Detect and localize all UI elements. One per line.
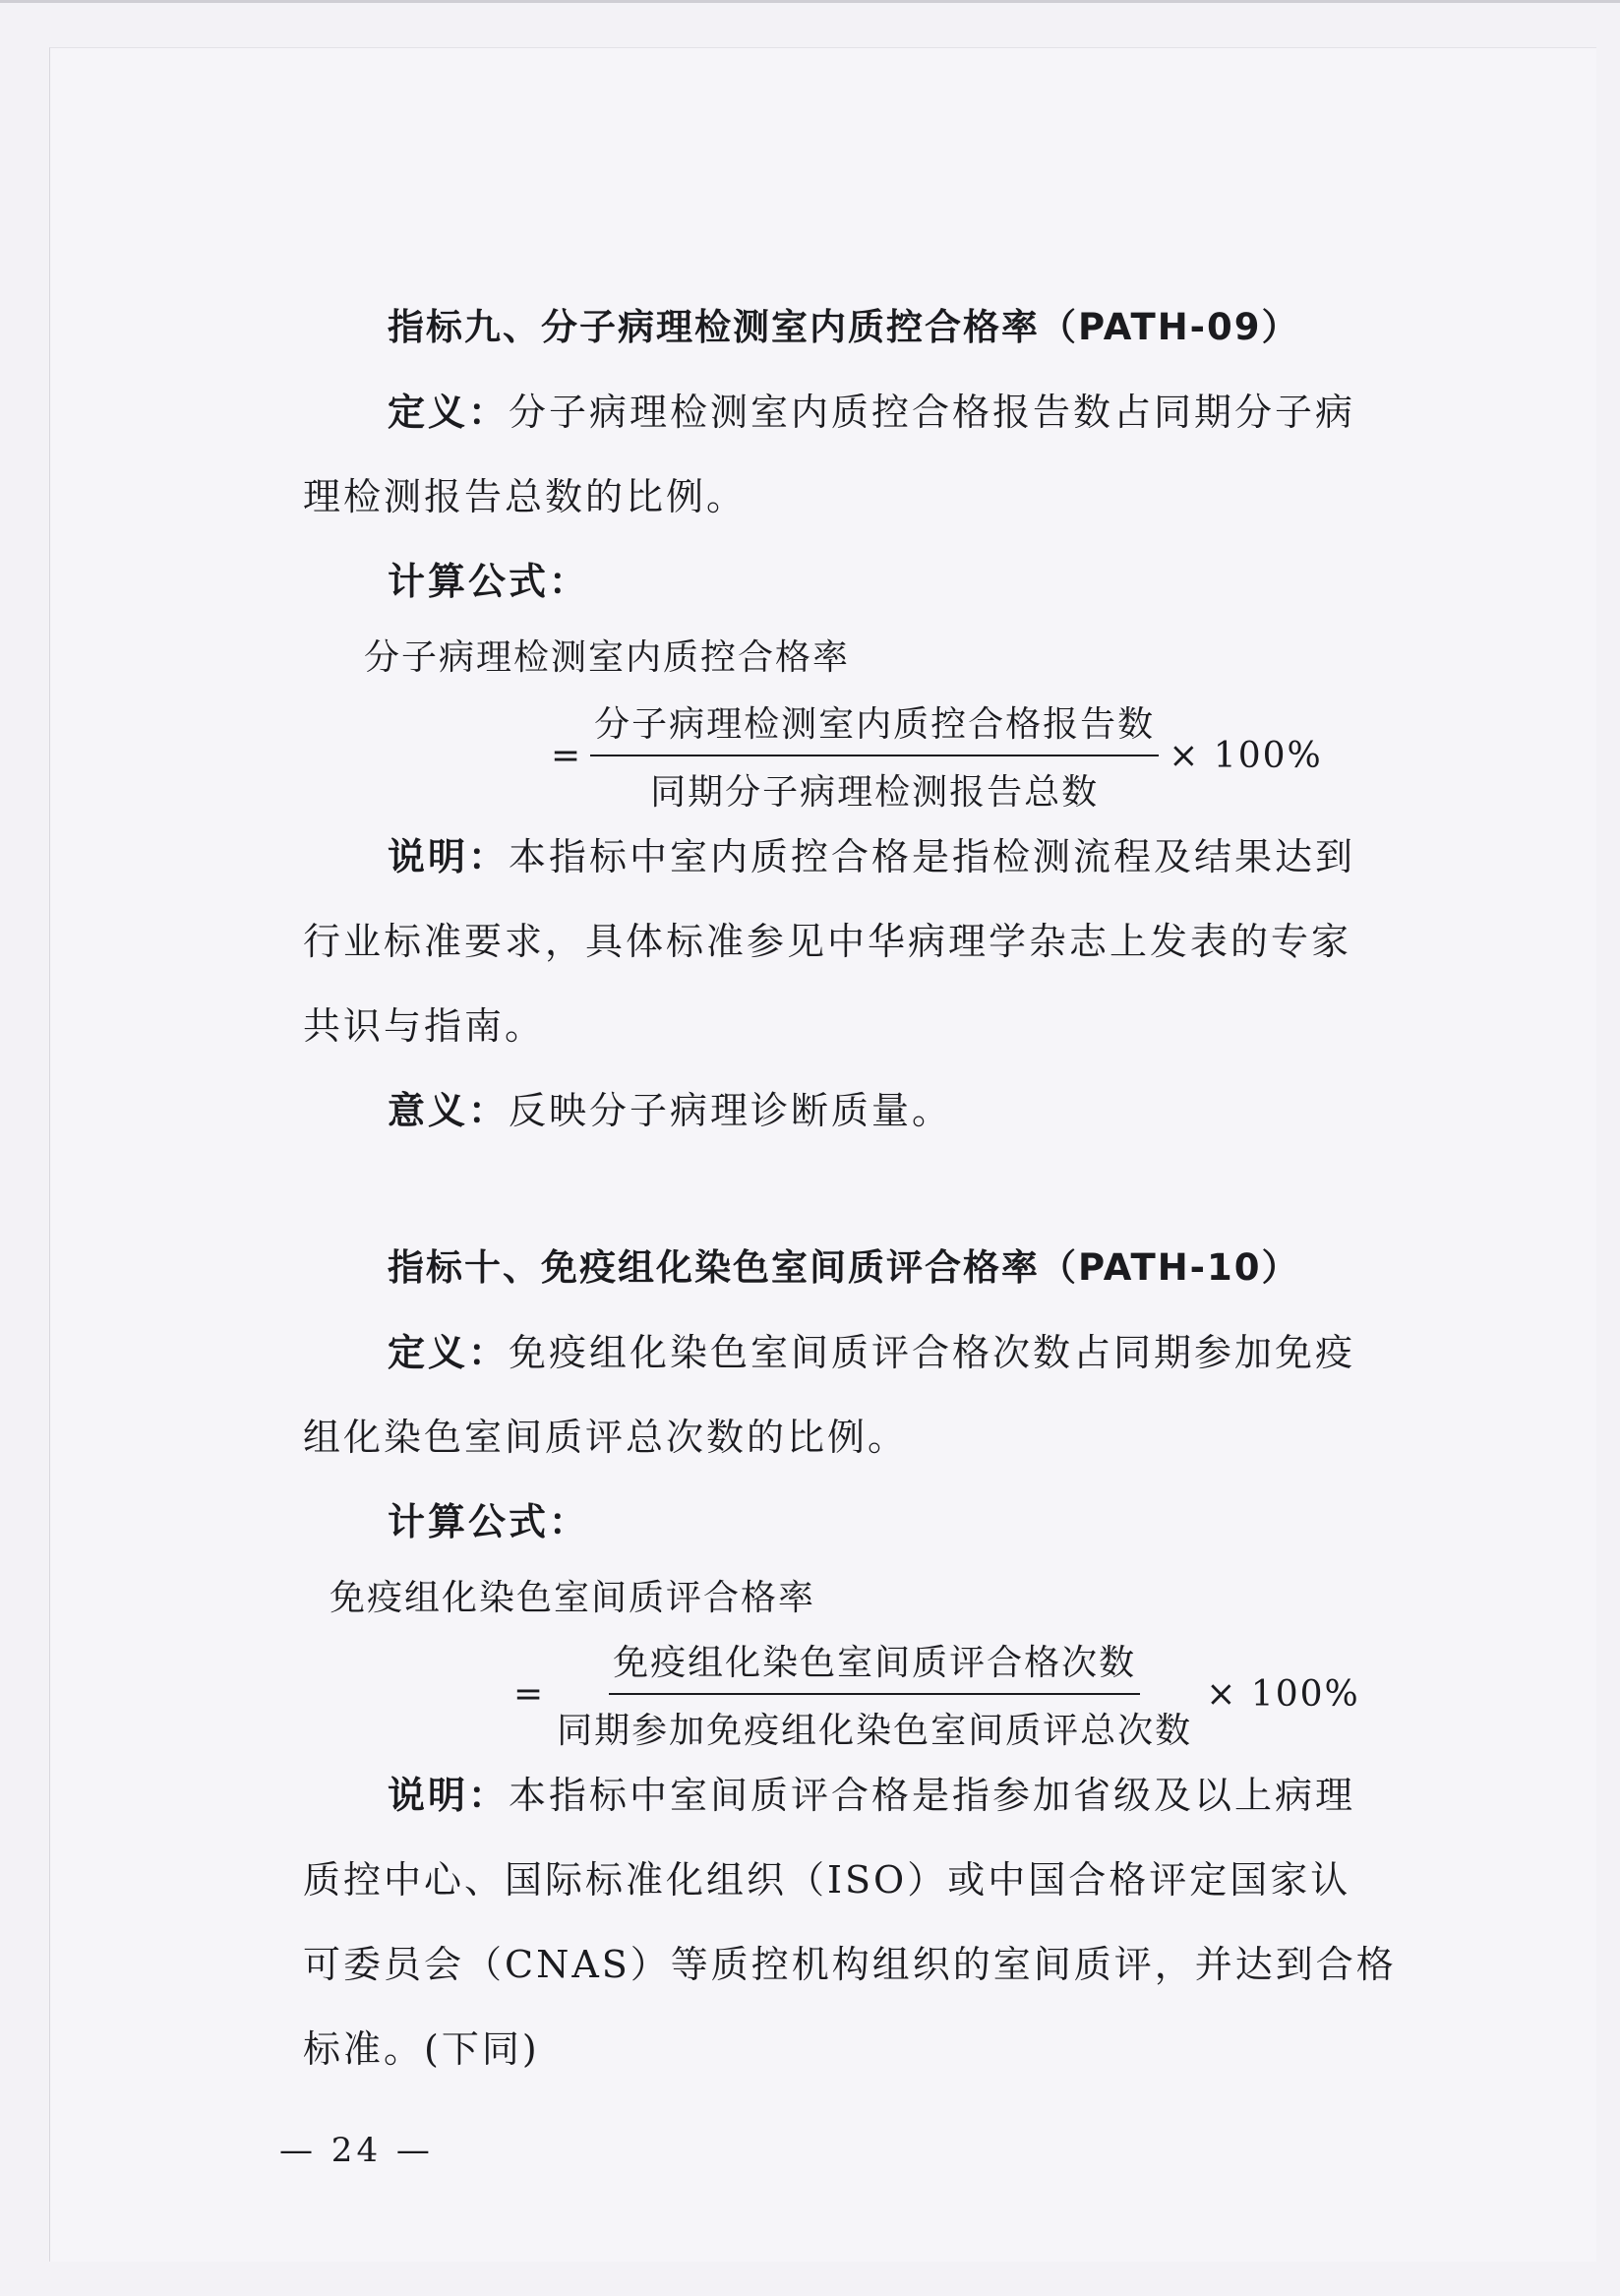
section-10-title: 指标十、免疫组化染色室间质评合格率（PATH-10） — [388, 1246, 1300, 1289]
fraction-body — [590, 696, 1159, 815]
section-10 — [303, 1226, 1395, 1564]
numerator: 分子病理检测室内质控合格报告数 — [590, 696, 1159, 756]
fraction-body — [553, 1635, 1196, 1753]
formula-label: 计算公式： — [388, 560, 590, 603]
equals-sign: = — [513, 1673, 546, 1715]
meaning-label: 意义： — [388, 1089, 510, 1132]
section-9-fraction — [551, 696, 1323, 815]
section-10-definition — [303, 1310, 1395, 1395]
times-100-percent: × 100% — [1169, 735, 1323, 776]
section-9-definition — [303, 370, 1395, 454]
definition-text-cont: 组化染色室间质评总次数的比例。 — [303, 1416, 909, 1459]
section-10-formula-name: 免疫组化染色室间质评合格率 — [330, 1578, 816, 1618]
section-10-fraction — [513, 1635, 1360, 1753]
section-10-note — [303, 1753, 1395, 1838]
definition-label: 定义： — [388, 391, 510, 434]
page-number: — 24 — — [279, 2131, 434, 2170]
note-text-cont-2: 可委员会（CNAS）等质控机构组织的室间质评，并达到合格 — [303, 1943, 1397, 1986]
note-label: 说明： — [388, 835, 510, 878]
equals-sign: = — [551, 735, 583, 776]
definition-label: 定义： — [388, 1331, 510, 1374]
section-9-title: 指标九、分子病理检测室内质控合格率（PATH-09） — [388, 306, 1300, 348]
denominator: 同期参加免疫组化染色室间质评总次数 — [557, 1711, 1193, 1751]
note-text-cont-2: 共识与指南。 — [303, 1004, 546, 1048]
formula-label: 计算公式： — [388, 1500, 590, 1543]
section-10-notes — [303, 1753, 1395, 2091]
note-label: 说明： — [388, 1774, 510, 1817]
scan-edge — [0, 0, 1620, 3]
numerator: 免疫组化染色室间质评合格次数 — [609, 1635, 1140, 1695]
section-9-notes — [303, 815, 1395, 1153]
meaning-text: 反映分子病理诊断质量。 — [509, 1089, 953, 1132]
denominator: 同期分子病理检测报告总数 — [650, 772, 1100, 813]
definition-text: 免疫组化染色室间质评合格次数占同期参加免疫 — [509, 1331, 1356, 1374]
section-9-formula-name: 分子病理检测室内质控合格率 — [364, 637, 851, 678]
note-text-cont-1: 质控中心、国际标准化组织（ISO）或中国合格评定国家认 — [303, 1858, 1351, 1902]
times-100-percent: × 100% — [1206, 1673, 1360, 1715]
note-text: 本指标中室内质控合格是指检测流程及结果达到 — [509, 835, 1356, 878]
note-text-cont-3: 标准。(下同) — [303, 2027, 540, 2071]
definition-text: 分子病理检测室内质控合格报告数占同期分子病 — [509, 391, 1356, 434]
section-9-note — [303, 815, 1395, 899]
section-9-meaning — [303, 1068, 1395, 1153]
note-text-cont-1: 行业标准要求，具体标准参见中华病理学杂志上发表的专家 — [303, 920, 1352, 963]
section-9 — [303, 285, 1395, 624]
note-text: 本指标中室间质评合格是指参加省级及以上病理 — [509, 1774, 1356, 1817]
definition-text-cont: 理检测报告总数的比例。 — [303, 475, 748, 518]
